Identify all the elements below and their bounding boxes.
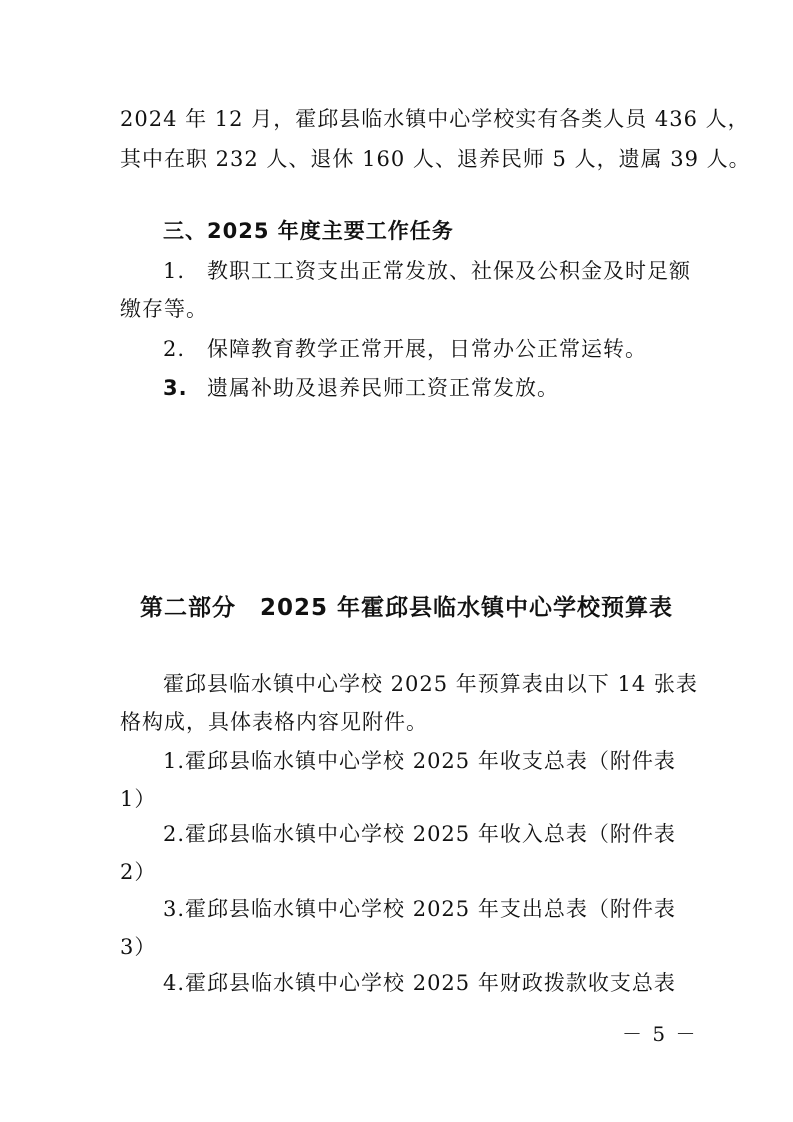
task-item-1-continuation: 缴存等。 [120,297,208,321]
attachment-list-item-2: 2.霍邱县临水镇中心学校 2025 年收入总表（附件表 [163,822,676,846]
task-item-2 [163,334,647,364]
task-item-1-text: 教职工工资支出正常发放、社保及公积金及时足额 [207,259,691,283]
page-number: － 5 － [622,1022,698,1046]
task-item-1 [163,256,691,286]
task-item-3-number: 3. [163,376,188,400]
attachment-list-item-2-continuation: 2） [120,860,157,884]
attachment-list-item-1: 1.霍邱县临水镇中心学校 2025 年收支总表（附件表 [163,749,676,773]
part-two-title: 第二部分 2025 年霍邱县临水镇中心学校预算表 [140,595,674,621]
attachment-list-item-1-continuation: 1） [120,787,157,811]
task-item-3-text: 遗属补助及退养民师工资正常发放。 [207,376,559,400]
attachment-list-item-3: 3.霍邱县临水镇中心学校 2025 年支出总表（附件表 [163,897,676,921]
attachment-list-item-4: 4.霍邱县临水镇中心学校 2025 年财政拨款收支总表 [163,971,676,995]
task-item-3 [163,373,559,403]
summary-line-2: 其中在职 232 人、退休 160 人、退养民师 5 人，遗属 39 人。 [120,147,751,171]
part-two-intro-line-1: 霍邱县临水镇中心学校 2025 年预算表由以下 14 张表 [163,672,698,696]
task-item-2-number: 2. [163,337,186,361]
summary-line-1: 2024 年 12 月，霍邱县临水镇中心学校实有各类人员 436 人， [120,107,750,131]
task-item-2-text: 保障教育教学正常开展，日常办公正常运转。 [207,337,647,361]
task-item-1-number: 1. [163,259,186,283]
section-three-heading: 三、2025 年度主要工作任务 [163,219,454,243]
attachment-list-item-3-continuation: 3） [120,935,157,959]
part-two-intro-line-2: 格构成，具体表格内容见附件。 [120,710,428,734]
